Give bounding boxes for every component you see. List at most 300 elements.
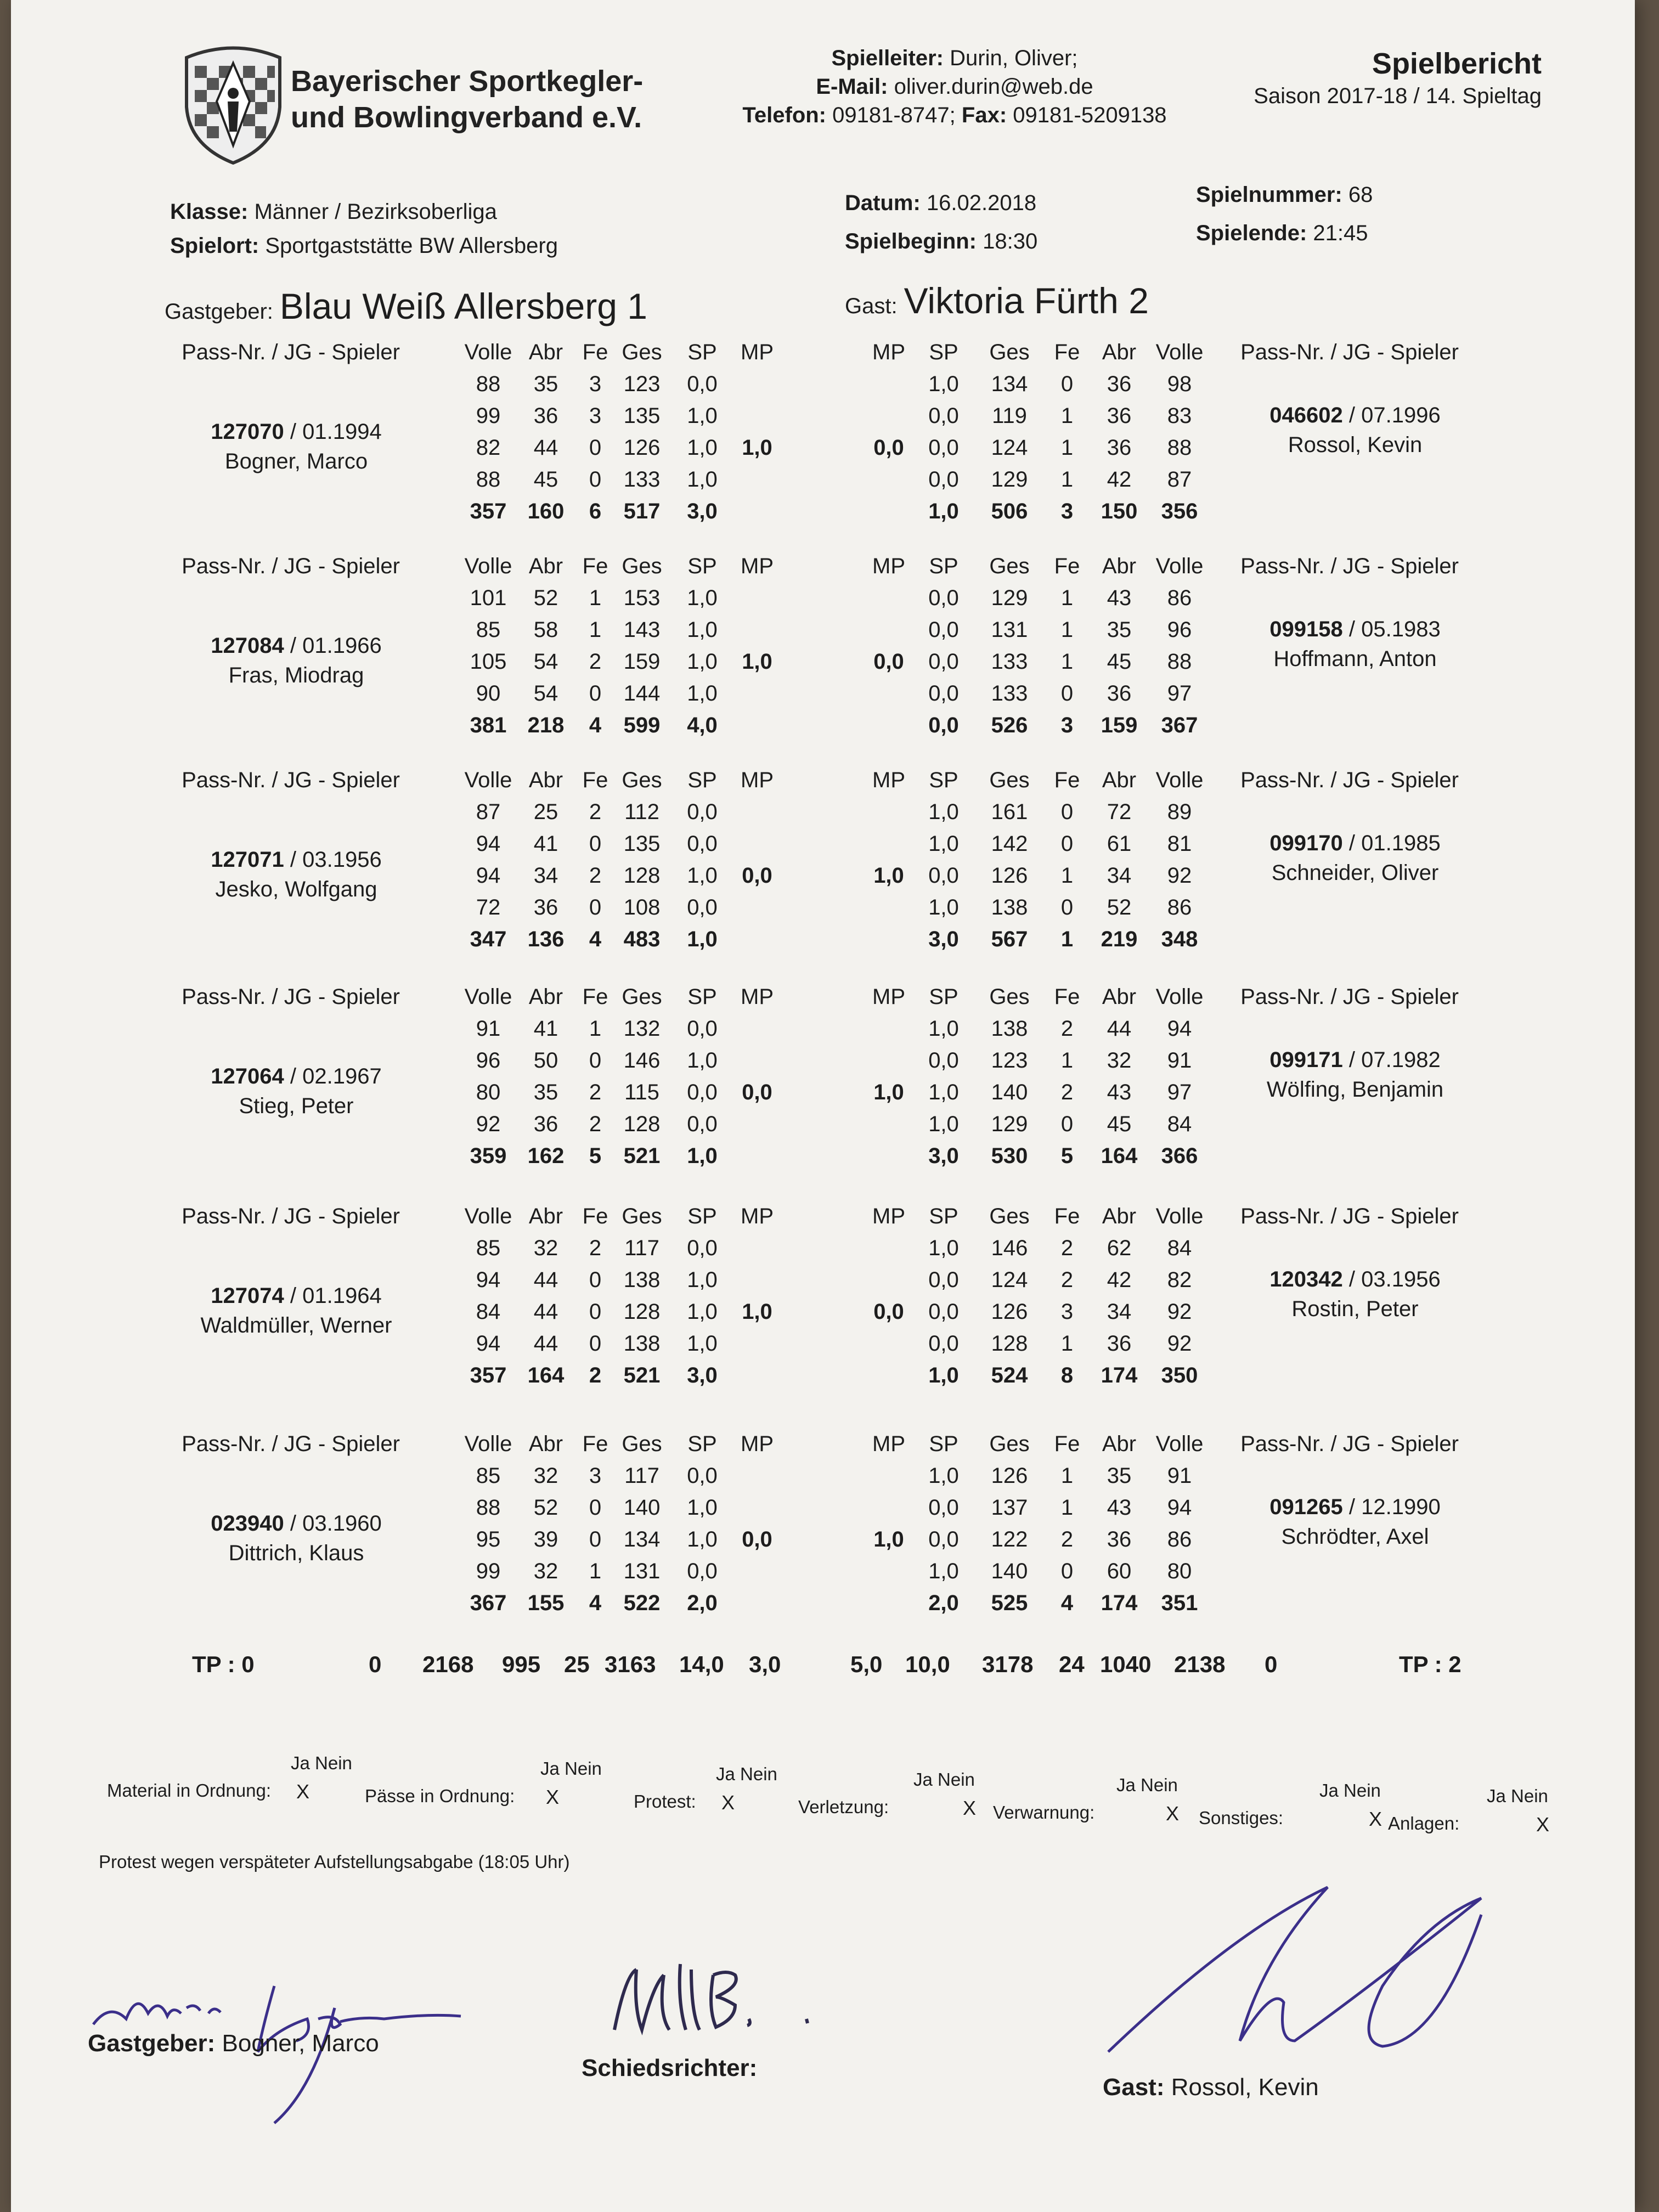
home-cell-abr: 54 [533,681,558,706]
spielnummer-label: Spielnummer: [1196,183,1342,207]
home-player-name: Stieg, Peter [239,1094,354,1118]
home-cell-sp: 1,0 [687,864,718,888]
home-cell-abr: 44 [533,1300,558,1324]
spielbeginn-label: Spielbeginn: [845,229,977,253]
guest-cell-sp: 0,0 [928,1496,959,1520]
guest-cell-sp: 2,0 [928,1591,959,1615]
home-cell-ges: 159 [623,650,661,674]
guest-cell-sp: 3,0 [928,1144,959,1168]
home-cell-ges: 144 [623,681,661,706]
guest-col-header-sp: SP [929,1432,958,1456]
home-cell-abr: 44 [533,1331,558,1356]
guest-cell-volle: 92 [1167,1331,1192,1356]
home-total-ges: 3163 [605,1651,656,1677]
guest-col-header-abr: Abr [1102,554,1137,578]
guest-cell-sp: 0,0 [928,1048,959,1073]
home-col-header-mp: MP [741,1432,774,1456]
guest-col-header-volle: Volle [1155,768,1204,792]
home-cell-volle: 347 [470,927,507,951]
home-cell-ges: 128 [623,1112,661,1136]
home-player [181,845,411,904]
guest-cell-fe: 1 [1060,927,1074,951]
spielort-value: Sportgaststätte BW Allersberg [265,234,558,258]
guest-cell-fe: 1 [1060,864,1074,888]
guest-player-pass: 099158 [1269,617,1343,641]
guest-cell-volle: 88 [1167,650,1192,674]
home-cell-sp: 0,0 [687,1112,718,1136]
guest-cell-fe: 5 [1060,1144,1074,1168]
guest-cell-ges: 129 [991,467,1028,492]
federation-line1: Bayerischer Sportkegler- [291,65,644,98]
check-mark: X [546,1786,560,1808]
guest-col-header-fe: Fe [1054,1204,1080,1228]
home-cell-ges: 131 [623,1559,661,1583]
check-label: Material in Ordnung: [107,1780,271,1801]
home-cell-fe: 2 [589,1112,602,1136]
home-mp-value: 1,0 [742,650,772,674]
home-cell-sp: 0,0 [687,372,718,396]
guest-col-header-abr: Abr [1102,1432,1137,1456]
guest-cell-volle: 91 [1167,1464,1192,1488]
guest-player-col-header: Pass-Nr. / JG - Spieler [1240,1204,1459,1228]
guest-player-pass: 099170 [1269,831,1343,855]
datum-label: Datum: [845,191,921,215]
home-cell-volle: 92 [476,1112,501,1136]
guest-cell-abr: 36 [1107,372,1132,396]
guest-mp-value: 1,0 [873,1080,904,1104]
home-col-header-sp: SP [687,768,717,792]
guest-cell-ges: 138 [991,1017,1028,1041]
home-col-header-fe: Fe [582,985,608,1009]
block-header [154,1432,1569,1463]
email-label: E-Mail: [816,75,888,99]
total-row [154,927,1569,958]
guest-cell-abr: 36 [1107,681,1132,706]
home-cell-abr: 36 [533,895,558,919]
guest-cell-sp: 1,0 [928,1112,959,1136]
referee-sig-label: Schiedsrichter: [582,2055,758,2081]
guest-cell-fe: 1 [1060,467,1074,492]
home-cell-sp: 1,0 [687,1496,718,1520]
checklist [93,1750,1575,1849]
home-cell-abr: 160 [527,499,565,523]
guest-cell-sp: 1,0 [928,1236,959,1260]
guest-cell-abr: 35 [1107,1464,1132,1488]
guest-cell-fe: 0 [1060,372,1074,396]
home-player [181,1509,411,1568]
home-cell-ges: 138 [623,1331,661,1356]
home-cell-fe: 1 [589,1017,602,1041]
guest-cell-fe: 3 [1060,499,1074,523]
home-cell-abr: 164 [527,1363,565,1387]
home-cell-sp: 0,0 [687,832,718,856]
home-player-pass: 127084 [211,634,284,658]
home-team-name: Blau Weiß Allersberg 1 [279,286,647,326]
match-info-right [1196,176,1373,252]
home-col-header-abr: Abr [528,1204,563,1228]
home-player-pass: 023940 [211,1511,284,1536]
home-cell-abr: 34 [533,864,558,888]
home-cell-abr: 50 [533,1048,558,1073]
guest-cell-sp: 0,0 [928,864,959,888]
guest-col-header-volle: Volle [1155,554,1204,578]
guest-col-header-abr: Abr [1102,340,1137,364]
guest-mp-value: 0,0 [873,436,904,460]
spielende-value: 21:45 [1313,221,1368,245]
home-cell-sp: 1,0 [687,1331,718,1356]
home-col-header-mp: MP [741,554,774,578]
guest-cell-sp: 1,0 [928,800,959,824]
guest-cell-ges: 128 [991,1331,1028,1356]
guest-cell-fe: 1 [1060,1496,1074,1520]
guest-player-pass: 046602 [1269,403,1343,427]
home-player-pass: 127070 [211,420,284,444]
guest-cell-sp: 0,0 [928,586,959,610]
guest-cell-fe: 2 [1060,1017,1074,1041]
home-cell-fe: 2 [589,1080,602,1104]
guest-cell-sp: 1,0 [928,832,959,856]
home-col-header-fe: Fe [582,1432,608,1456]
home-cell-ges: 143 [623,618,661,642]
guest-cell-fe: 1 [1060,1464,1074,1488]
guest-cell-sp: 1,0 [928,372,959,396]
guest-mp-value: 0,0 [873,650,904,674]
home-cell-fe: 2 [589,650,602,674]
guest-col-header-abr: Abr [1102,1204,1137,1228]
home-col-header-volle: Volle [464,985,512,1009]
home-cell-volle: 84 [476,1300,501,1324]
guest-cell-fe: 0 [1060,895,1074,919]
home-col-header-abr: Abr [528,768,563,792]
guest-col-header-fe: Fe [1054,340,1080,364]
guest-cell-sp: 0,0 [928,618,959,642]
guest-col-header-fe: Fe [1054,554,1080,578]
home-col-header-volle: Volle [464,768,512,792]
guest-cell-ges: 530 [991,1144,1028,1168]
home-col-header-abr: Abr [528,340,563,364]
home-col-header-fe: Fe [582,554,608,578]
guest-cell-ges: 131 [991,618,1028,642]
guest-player [1240,614,1470,674]
guest-total-ges: 3178 [982,1651,1034,1677]
home-cell-volle: 94 [476,1331,501,1356]
home-player-name: Waldmüller, Werner [200,1313,392,1338]
home-cell-abr: 25 [533,800,558,824]
guest-cell-volle: 84 [1167,1236,1192,1260]
home-sig-label [88,2030,379,2057]
home-col-header-volle: Volle [464,340,512,364]
home-cell-abr: 39 [533,1527,558,1551]
guest-cell-sp: 0,0 [928,1268,959,1292]
home-cell-ges: 135 [623,404,661,428]
guest-cell-ges: 119 [992,404,1027,428]
klasse-label: Klasse: [170,200,249,224]
home-cell-sp: 0,0 [687,800,718,824]
home-player-col-header: Pass-Nr. / JG - Spieler [182,985,400,1009]
guest-cell-sp: 0,0 [928,713,959,737]
block-header [154,768,1569,799]
home-player [181,1281,411,1340]
guest-cell-volle: 86 [1167,895,1192,919]
report-season: Saison 2017-18 / 14. Spieltag [1254,84,1542,108]
guest-cell-fe: 0 [1060,800,1074,824]
guest-team-heading [845,280,1149,321]
check-mark: X [296,1780,310,1803]
home-player-name: Fras, Miodrag [228,663,364,687]
home-cell-fe: 4 [589,927,602,951]
block-header [154,1204,1569,1235]
home-player-jg: / 03.1960 [290,1511,382,1536]
guest-col-header-ges: Ges [989,768,1030,792]
ja-nein-header: Ja Nein [1487,1786,1548,1806]
home-cell-ges: 117 [624,1464,659,1488]
guest-cell-fe: 2 [1060,1080,1074,1104]
guest-cell-sp: 1,0 [928,1080,959,1104]
guest-player-jg: / 03.1956 [1348,1267,1441,1291]
home-col-header-volle: Volle [464,554,512,578]
home-col-header-ges: Ges [622,554,662,578]
guest-cell-fe: 1 [1060,618,1074,642]
guest-cell-abr: 61 [1107,832,1132,856]
home-player-name: Jesko, Wolfgang [215,877,377,901]
fax-label: Fax: [961,103,1007,127]
guest-cell-ges: 567 [991,927,1028,951]
guest-cell-fe: 0 [1060,681,1074,706]
home-cell-fe: 0 [589,467,602,492]
lane-row [154,800,1569,831]
home-cell-volle: 105 [470,650,507,674]
guest-cell-fe: 1 [1060,436,1074,460]
score-sheet [11,0,1635,2212]
home-player-jg: / 01.1964 [290,1284,382,1308]
guest-cell-volle: 80 [1167,1559,1192,1583]
referee-signature [603,1953,845,2052]
guest-mp-value: 1,0 [873,1527,904,1551]
home-col-header-sp: SP [687,1432,717,1456]
home-cell-sp: 1,0 [687,618,718,642]
guest-cell-sp: 0,0 [928,1300,959,1324]
guest-player-jg: / 07.1982 [1348,1048,1441,1072]
ja-nein-header: Ja Nein [716,1764,777,1784]
guest-cell-sp: 3,0 [928,927,959,951]
guest-cell-volle: 356 [1161,499,1198,523]
guest-player-col-header: Pass-Nr. / JG - Spieler [1240,1432,1459,1456]
home-cell-ges: 483 [623,927,661,951]
guest-cell-fe: 3 [1060,713,1074,737]
federation-name [291,63,643,136]
home-col-header-fe: Fe [582,768,608,792]
guest-sig-label-text: Gast: [1103,2074,1165,2101]
guest-cell-fe: 2 [1060,1527,1074,1551]
guest-player [1240,1492,1470,1551]
home-cell-volle: 87 [476,800,501,824]
guest-player-jg: / 05.1983 [1348,617,1441,641]
home-player-col-header: Pass-Nr. / JG - Spieler [182,554,400,578]
guest-cell-fe: 1 [1060,1048,1074,1073]
guest-cell-abr: 43 [1107,586,1132,610]
home-team-heading [165,285,647,327]
guest-player [1240,400,1470,460]
home-cell-ges: 153 [623,586,661,610]
home-cell-abr: 32 [533,1464,558,1488]
guest-total-sp: 10,0 [905,1651,950,1677]
home-cell-volle: 359 [470,1144,507,1168]
home-team-label: Gastgeber: [165,300,273,324]
guest-cell-ges: 138 [991,895,1028,919]
guest-cell-volle: 98 [1167,372,1192,396]
home-cell-ges: 126 [623,436,661,460]
guest-player-name: Wölfing, Benjamin [1266,1077,1444,1102]
guest-cell-sp: 1,0 [928,1464,959,1488]
guest-tp: TP : 2 [1399,1651,1462,1677]
guest-cell-ges: 123 [991,1048,1028,1073]
guest-cell-fe: 0 [1060,1112,1074,1136]
guest-cell-ges: 134 [991,372,1028,396]
block-header [154,985,1569,1015]
home-cell-ges: 138 [623,1268,661,1292]
home-player-col-header: Pass-Nr. / JG - Spieler [182,340,400,364]
home-cell-fe: 1 [589,1559,602,1583]
home-cell-fe: 5 [589,1144,602,1168]
home-col-header-fe: Fe [582,1204,608,1228]
home-col-header-sp: SP [687,985,717,1009]
guest-cell-sp: 0,0 [928,1331,959,1356]
home-cell-ges: 123 [623,372,661,396]
guest-cell-ges: 137 [991,1496,1028,1520]
guest-cell-ges: 122 [991,1527,1028,1551]
home-col-header-ges: Ges [622,985,662,1009]
home-player [181,1062,411,1121]
contact-info [702,44,1207,129]
home-cell-volle: 88 [476,1496,501,1520]
match-info-left [170,195,558,263]
guest-col-header-ges: Ges [989,1432,1030,1456]
total-row [154,713,1569,744]
guest-player-jg: / 07.1996 [1348,403,1441,427]
home-cell-sp: 4,0 [687,713,718,737]
guest-cell-ges: 124 [991,436,1028,460]
home-cell-sp: 1,0 [687,436,718,460]
guest-cell-abr: 36 [1107,436,1132,460]
lane-row [154,372,1569,403]
guest-cell-volle: 351 [1161,1591,1198,1615]
check-mark: X [1166,1802,1180,1825]
guest-player [1240,1045,1470,1104]
home-cell-volle: 357 [470,499,507,523]
guest-cell-fe: 8 [1060,1363,1074,1387]
home-cell-fe: 2 [589,800,602,824]
report-title: Spielbericht [1372,47,1542,80]
home-cell-fe: 4 [589,713,602,737]
guest-cell-volle: 86 [1167,1527,1192,1551]
home-cell-abr: 44 [533,436,558,460]
ja-nein-header: Ja Nein [291,1753,352,1773]
check-mark: X [1536,1813,1550,1836]
home-cell-sp: 3,0 [687,1363,718,1387]
home-cell-abr: 36 [533,404,558,428]
guest-cell-ges: 140 [991,1559,1028,1583]
home-cell-fe: 3 [589,372,602,396]
guest-col-header-sp: SP [929,768,958,792]
guest-col-header-volle: Volle [1155,1204,1204,1228]
home-cell-volle: 381 [470,713,507,737]
home-col-header-mp: MP [741,768,774,792]
guest-cell-abr: 72 [1107,800,1132,824]
home-cell-fe: 0 [589,1527,602,1551]
guest-col-header-abr: Abr [1102,768,1137,792]
home-cell-abr: 54 [533,650,558,674]
guest-player-pass: 091265 [1269,1495,1343,1519]
guest-col-header-fe: Fe [1054,768,1080,792]
home-cell-abr: 32 [533,1559,558,1583]
guest-cell-ges: 124 [991,1268,1028,1292]
home-player-pass: 127071 [211,848,284,872]
guest-cell-volle: 94 [1167,1017,1192,1041]
datum-value: 16.02.2018 [926,191,1037,215]
lane-row [154,1464,1569,1494]
federation-crest-icon [176,41,291,165]
home-total-mp: 3,0 [749,1651,781,1677]
block-header [154,554,1569,585]
guest-cell-sp: 0,0 [928,650,959,674]
home-cell-ges: 133 [623,467,661,492]
home-cell-volle: 72 [476,895,501,919]
home-cell-fe: 0 [589,436,602,460]
home-total-zero: 0 [369,1651,382,1677]
total-row [154,1591,1569,1622]
ja-nein-header: Ja Nein [913,1769,975,1790]
home-cell-volle: 90 [476,681,501,706]
player-block [154,340,1569,554]
guest-total-zero: 0 [1265,1651,1278,1677]
guest-player-pass: 120342 [1269,1267,1343,1291]
guest-cell-fe: 2 [1060,1236,1074,1260]
guest-cell-abr: 42 [1107,1268,1132,1292]
guest-col-header-mp: MP [872,1204,905,1228]
home-cell-sp: 1,0 [687,404,718,428]
home-player-col-header: Pass-Nr. / JG - Spieler [182,768,400,792]
home-cell-fe: 0 [589,1268,602,1292]
home-cell-fe: 0 [589,895,602,919]
guest-col-header-fe: Fe [1054,1432,1080,1456]
home-cell-fe: 0 [589,681,602,706]
guest-cell-abr: 36 [1107,404,1132,428]
guest-col-header-volle: Volle [1155,340,1204,364]
guest-cell-sp: 0,0 [928,436,959,460]
home-cell-abr: 45 [533,467,558,492]
spielnummer-value: 68 [1348,183,1373,207]
report-heading [1180,47,1542,109]
guest-cell-sp: 1,0 [928,1017,959,1041]
total-row [154,499,1569,530]
guest-cell-volle: 88 [1167,436,1192,460]
guest-cell-ges: 524 [991,1363,1028,1387]
home-player-jg: / 03.1956 [290,848,382,872]
home-col-header-abr: Abr [528,554,563,578]
home-cell-volle: 99 [476,1559,501,1583]
klasse-value: Männer / Bezirksoberliga [254,200,497,224]
guest-cell-volle: 348 [1161,927,1198,951]
spielbeginn-value: 18:30 [983,229,1038,253]
home-total-sp: 14,0 [679,1651,724,1677]
home-cell-volle: 85 [476,618,501,642]
guest-cell-fe: 4 [1060,1591,1074,1615]
spielende-label: Spielende: [1196,221,1307,245]
home-col-header-ges: Ges [622,1204,662,1228]
guest-col-header-sp: SP [929,340,958,364]
home-cell-fe: 2 [589,1236,602,1260]
home-player-name: Dittrich, Klaus [228,1541,364,1565]
